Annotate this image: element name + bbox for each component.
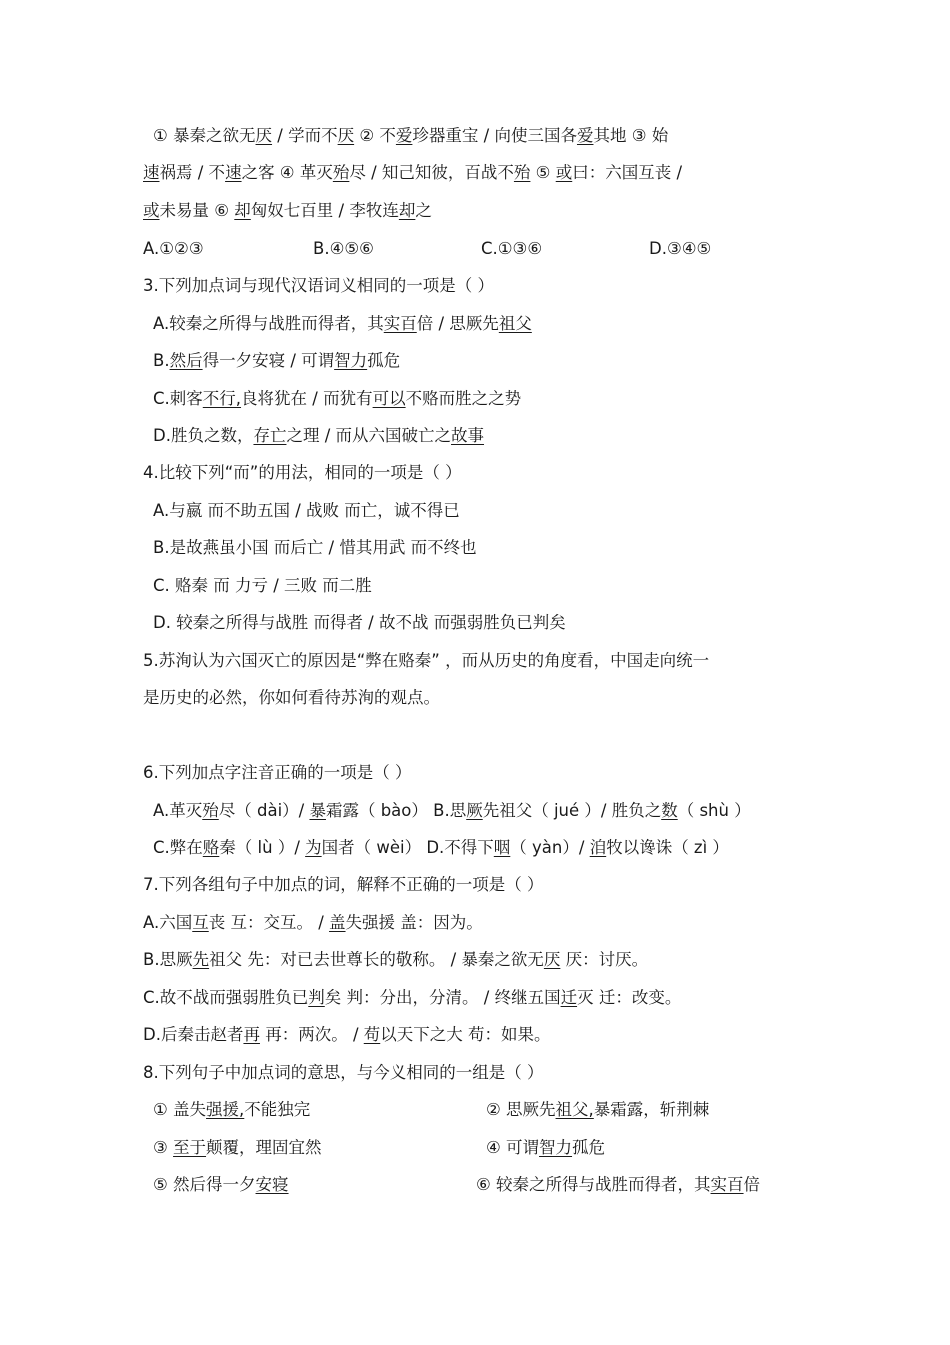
text: D.胜负之数， bbox=[153, 426, 254, 445]
text: 矣 判：分出，分清。 / 终继五国 bbox=[324, 988, 561, 1007]
text: 未易量 ⑥ bbox=[159, 201, 235, 220]
marked-word: 祖父 bbox=[498, 314, 532, 333]
marked-word: 却 bbox=[398, 201, 416, 220]
marked-word: 实百 bbox=[383, 314, 417, 333]
text: 尽（ dài）/ bbox=[218, 801, 310, 820]
marked-word: 判 bbox=[308, 988, 325, 1007]
text: 珍器重宝 / 向使三国各 bbox=[412, 126, 577, 145]
text: 倍 / 思厥先 bbox=[416, 314, 499, 333]
marked-word: 或 bbox=[143, 201, 160, 220]
q8-item-2 bbox=[486, 1099, 709, 1121]
text: 先祖父（ jué ）/ 胜负之 bbox=[482, 801, 662, 820]
q6-row-1 bbox=[153, 800, 751, 822]
text: 之客 ④ 革灭 bbox=[241, 163, 333, 182]
text: （ yàn）/ bbox=[510, 838, 590, 857]
text: ① 暴秦之欲无 bbox=[153, 126, 256, 145]
q4-option-b: B.是故燕虽小国 而后亡 / 惜其用武 而不终也 bbox=[153, 538, 477, 557]
text: ⑤ 然后得一夕 bbox=[153, 1175, 256, 1194]
text: ④ 可谓 bbox=[486, 1138, 540, 1157]
text: 暴霜露，斩荆棘 bbox=[593, 1100, 710, 1119]
text: A.较秦之所得与战胜而得者，其 bbox=[153, 314, 384, 333]
text: ⑥ 较秦之所得与战胜而得者，其 bbox=[476, 1175, 711, 1194]
q7-stem: 7.下列各组句子中加点的词，解释不正确的一项是（ ） bbox=[143, 875, 544, 894]
text: ② 不 bbox=[354, 126, 396, 145]
q2-option-c: C.①③⑥ bbox=[481, 239, 543, 258]
q4-stem: 4.比较下列“而”的用法，相同的一项是（ ） bbox=[143, 463, 462, 482]
text: D.后秦击赵者 bbox=[143, 1025, 244, 1044]
q2-line-2 bbox=[143, 162, 682, 184]
text: 以天下之大 苟：如果。 bbox=[380, 1025, 551, 1044]
marked-word: 盖 bbox=[329, 913, 346, 932]
text: 秦（ lù ）/ bbox=[219, 838, 306, 857]
text: 之 bbox=[415, 201, 432, 220]
text: 孤危 bbox=[367, 351, 401, 370]
text: 霜露（ bào） B.思 bbox=[325, 801, 467, 820]
text: ② 思厥先 bbox=[486, 1100, 556, 1119]
marked-word: 然后 bbox=[169, 351, 203, 370]
text: C.故不战而强弱胜负已 bbox=[143, 988, 309, 1007]
marked-word: 厌 bbox=[255, 126, 273, 145]
text: 其地 ③ 始 bbox=[593, 126, 669, 145]
marked-word: 存亡 bbox=[253, 426, 287, 445]
text: 尽 / 知己知彼，百战不 bbox=[349, 163, 514, 182]
text: （ shù ） bbox=[677, 801, 751, 820]
marked-word: 实百 bbox=[710, 1175, 744, 1194]
q7-option-a bbox=[143, 912, 483, 934]
q2-option-b: B.④⑤⑥ bbox=[313, 239, 374, 258]
marked-word: 数 bbox=[661, 801, 678, 820]
text: 丧 互：交互。 / bbox=[208, 913, 330, 932]
q8-stem: 8.下列句子中加点词的意思，与今义相同的一组是（ ） bbox=[143, 1063, 544, 1082]
marked-word: 赂 bbox=[202, 838, 220, 857]
text: 不能独完 bbox=[244, 1100, 311, 1119]
marked-word: 故事 bbox=[451, 426, 485, 445]
text: 祸焉 / 不 bbox=[159, 163, 226, 182]
text: 失强援 盖：因为。 bbox=[345, 913, 483, 932]
text: 曰：六国互丧 / bbox=[572, 163, 683, 182]
text: 之理 / 而从六国破亡之 bbox=[286, 426, 452, 445]
marked-word: 却 bbox=[234, 201, 251, 220]
q8-item-1 bbox=[153, 1099, 310, 1121]
marked-word: 洎 bbox=[589, 838, 607, 857]
q7-option-c bbox=[143, 987, 681, 1009]
q3-option-a bbox=[153, 313, 532, 335]
marked-word: 为 bbox=[305, 838, 322, 857]
marked-word: 或 bbox=[555, 163, 573, 182]
marked-word: 强援, bbox=[206, 1100, 245, 1119]
marked-word: 厌 bbox=[337, 126, 355, 145]
text: / 学而不 bbox=[272, 126, 338, 145]
text: 再：两次。 / bbox=[259, 1025, 364, 1044]
marked-word: 不行, bbox=[202, 389, 242, 408]
text: 孤危 bbox=[572, 1138, 606, 1157]
marked-word: 咽 bbox=[493, 838, 511, 857]
q3-stem: 3.下列加点词与现代汉语词义相同的一项是（ ） bbox=[143, 276, 494, 295]
marked-word: 祖父, bbox=[555, 1100, 594, 1119]
marked-word: 迁 bbox=[560, 988, 578, 1007]
q2-option-a: A.①②③ bbox=[143, 239, 204, 258]
marked-word: 先 bbox=[192, 950, 210, 969]
marked-word: 可以 bbox=[372, 389, 406, 408]
marked-word: 至于 bbox=[173, 1138, 207, 1157]
text: B.思厥 bbox=[143, 950, 193, 969]
text: C.刺客 bbox=[153, 389, 203, 408]
text: 倍 bbox=[743, 1175, 761, 1194]
text: 不赂而胜之之势 bbox=[405, 389, 522, 408]
text: C.弊在 bbox=[153, 838, 203, 857]
text: A.革灭 bbox=[153, 801, 203, 820]
marked-word: 苟 bbox=[363, 1025, 381, 1044]
q7-option-d bbox=[143, 1024, 551, 1046]
text: 祖父 先：对已去世尊长的敬称。 / 暴秦之欲无 bbox=[209, 950, 544, 969]
q4-option-d: D. 较秦之所得与战胜 而得者 / 故不战 而强弱胜负已判矣 bbox=[153, 613, 566, 632]
q8-item-6 bbox=[476, 1174, 760, 1196]
marked-word: 厌 bbox=[543, 950, 561, 969]
marked-word: 殆 bbox=[202, 801, 219, 820]
marked-word: 厥 bbox=[466, 801, 483, 820]
q3-option-b bbox=[153, 350, 400, 372]
marked-word: 智力 bbox=[539, 1138, 573, 1157]
text: 灭 迁：改变。 bbox=[577, 988, 682, 1007]
q7-option-b bbox=[143, 949, 648, 971]
text: ① 盖失 bbox=[153, 1100, 207, 1119]
marked-word: 互 bbox=[192, 913, 209, 932]
q2-line-3 bbox=[143, 200, 432, 222]
text: 颠覆，理固宜然 bbox=[206, 1138, 322, 1157]
marked-word: 殆 bbox=[332, 163, 350, 182]
marked-word: 再 bbox=[243, 1025, 260, 1044]
q3-option-d bbox=[153, 425, 484, 447]
marked-word: 爱 bbox=[576, 126, 594, 145]
marked-word: 暴 bbox=[309, 801, 326, 820]
text: 牧以谗诛（ zì ） bbox=[606, 838, 729, 857]
text: ③ bbox=[153, 1138, 174, 1157]
q2-option-d: D.③④⑤ bbox=[649, 239, 712, 258]
text: 国者（ wèi） D.不得下 bbox=[321, 838, 494, 857]
q8-item-5 bbox=[153, 1174, 289, 1196]
marked-word: 殆 bbox=[513, 163, 531, 182]
text: 匈奴七百里 / 李牧连 bbox=[250, 201, 399, 220]
marked-word: 速 bbox=[225, 163, 242, 182]
q4-option-c: C. 赂秦 而 力亏 / 三败 而二胜 bbox=[153, 576, 372, 595]
marked-word: 速 bbox=[143, 163, 160, 182]
text: A.六国 bbox=[143, 913, 193, 932]
q6-stem: 6.下列加点字注音正确的一项是（ ） bbox=[143, 763, 412, 782]
q5-line-2: 是历史的必然，你如何看待苏洵的观点。 bbox=[143, 688, 440, 707]
marked-word: 智力 bbox=[334, 351, 368, 370]
q6-row-2 bbox=[153, 837, 729, 859]
text: 良将犹在 / 而犹有 bbox=[241, 389, 373, 408]
q8-item-3 bbox=[153, 1137, 322, 1159]
text: ⑤ bbox=[530, 163, 556, 182]
q4-option-a: A.与嬴 而不助五国 / 战败 而亡，诚不得已 bbox=[153, 501, 460, 520]
text: B. bbox=[153, 351, 170, 370]
q3-option-c bbox=[153, 388, 521, 410]
marked-word: 安寝 bbox=[255, 1175, 289, 1194]
text: 厌：讨厌。 bbox=[560, 950, 649, 969]
marked-word: 爱 bbox=[395, 126, 413, 145]
text: 得一夕安寝 / 可谓 bbox=[202, 351, 335, 370]
q5-line-1: 5.苏洵认为六国灭亡的原因是“弊在赂秦” ，而从历史的角度看，中国走向统一 bbox=[143, 651, 710, 670]
q8-item-4 bbox=[486, 1137, 605, 1159]
q2-line-1 bbox=[153, 125, 668, 147]
